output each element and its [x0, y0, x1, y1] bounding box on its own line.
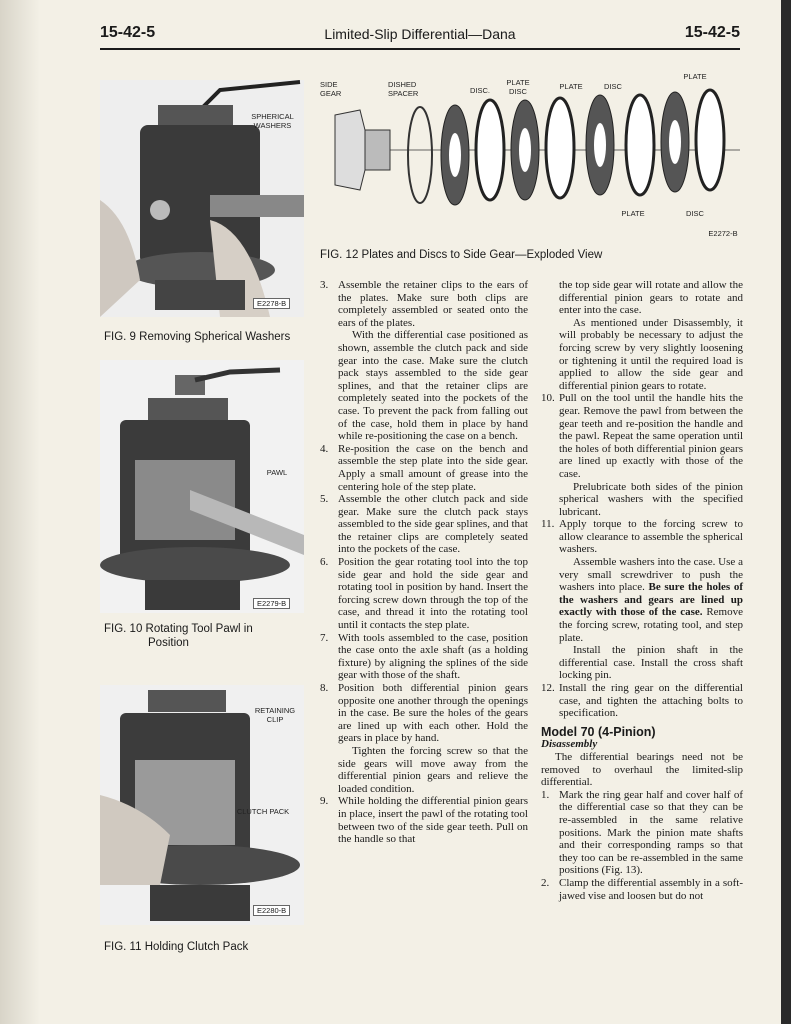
fig12-label-plate-1: PLATE [559, 82, 583, 91]
step-11-para-2: Assemble washers into the case. Use a very small screwdriver to push the washers into place. Be sure the holes of the washers and gears are lined up exactly with those of the case. Remove the forcing screw, rotating tool, and step plate. [559, 556, 743, 644]
fig12-label-disc-1: DISC. [469, 86, 490, 95]
fig12-label-dished-spacer: DISHED SPACER [388, 80, 419, 98]
fig12-code: E2272-B [708, 229, 738, 238]
step-9-para-2: As mentioned under Disassembly, it will probably be necessary to adjust the forcing screw by very slightly loosening or tightening it until the required load is applied to allow the side gear and differential pinion gears to rotate. [559, 316, 743, 392]
page-number-left: 15-42-5 [100, 24, 156, 41]
fig10-caption-line1: FIG. 10 Rotating Tool Pawl in [104, 623, 253, 635]
fig10-label-pawl: PAWL [266, 468, 288, 477]
disassembly-step-1: 1. Mark the ring gear half and cover half of the differential case so that they can be re-assembled in the same relative positions. Mark the pinion mate shafts and their corresponding ramps so that they too can be re-assembled in the same positions (Fig. 13). [541, 788, 743, 877]
fig12-label-disc-3: DISC [686, 209, 704, 218]
fig10-caption [104, 622, 253, 650]
step-10: 10. Pull on the tool until the handle hits the gear. Remove the pawl from between the gear teeth and re-position the handle and the pawl. Repeat the same operation until the holes of both differential pinion gears are lined up exactly with those of the case. [541, 392, 743, 480]
step-3-para-2: With the differential case positioned as shown, assemble the clutch pack and side gear into the case. Make sure the clutch pack stays assembled to the side gear splines, and that the retainer clips are completely seated into the pockets of the case. To prevent the pack from falling out of the case, hold them in place by hand while re-positioning the case on a bench. [338, 329, 528, 443]
step-10-para-2: Prelubricate both sides of the pinion spherical washers with the specified lubricant. [559, 480, 743, 518]
fig10-caption-line2: Position [148, 637, 189, 649]
step-6: 6. Position the gear rotating tool into the top side gear and hold the side gear and rotating tool in position by hand. Insert the forcing screw down through the top of the case, and thread it into the rotating tool until it contacts the step plate. [320, 556, 528, 632]
step-8: 8. Position both differential pinion gears opposite one another through the openings in the case. Be sure the holes of the gears are lined up with each other. Hold the gears in place by hand. [320, 682, 528, 745]
fig12-label-plate-3: PLATE [621, 209, 645, 218]
step-9-continued: the top side gear will rotate and allow the differential pinion gears to rotate and enter into the case. [559, 279, 743, 317]
fig9-label-spherical-washers: SPHERICAL WASHERS [251, 112, 294, 130]
fig11-label-clutch-pack: CLUTCH PACK [236, 807, 290, 816]
fig12-caption: FIG. 12 Plates and Discs to Side Gear—Exploded View [320, 249, 603, 261]
fig11-label-retaining-clip: RETAINING CLIP [254, 706, 296, 724]
fig9-caption: FIG. 9 Removing Spherical Washers [104, 331, 291, 343]
fig12-label-plate-disc: PLATE DISC [506, 78, 530, 96]
side-gear-shape [335, 110, 390, 190]
disassembly-intro: The differential bearings need not be removed to overhaul the limited-slip differential. [541, 750, 743, 789]
fig10-illustration [100, 360, 304, 613]
step-12: 12. Install the ring gear on the differential case, and tighten the attaching bolts to specification. [541, 682, 743, 720]
step-11-para-3: Install the pinion shaft in the differential case. Install the cross shaft locking pin. [559, 644, 743, 682]
fig11-code: E2280-B [253, 905, 290, 916]
fig9-code: E2278-B [253, 298, 290, 309]
page-edge [781, 0, 791, 1024]
page-header [100, 22, 740, 50]
text-column-2 [541, 279, 743, 902]
step-9: 9. While holding the differential pinion gears in place, insert the pawl of the rotating tool between two of the side gear teeth. Pull on the handle so that [320, 795, 528, 846]
subsection-heading-disassembly: Disassembly [541, 738, 598, 751]
fig10-code: E2279-B [253, 598, 290, 609]
page-number-right: 15-42-5 [684, 24, 740, 41]
step-5: 5. Assemble the other clutch pack and side gear. Make sure the clutch pack stays assembled to the side gear splines, and that the retainer clips are completely seated into the pockets of the case. [320, 493, 528, 556]
step-11: 11. Apply torque to the forcing screw to allow clearance to assemble the spherical washers. [541, 518, 743, 556]
fig12-label-plate-2: PLATE [683, 72, 707, 81]
fig12-label-disc-2: DISC [604, 82, 622, 91]
step-7: 7. With tools assembled to the case, position the case onto the axle shaft (as a holding fixture) by aligning the splines of the side gear with those of the shaft. [320, 631, 528, 682]
disassembly-step-2: 2. Clamp the differential assembly in a soft-jawed vise and loosen but do not [541, 876, 743, 902]
step-8-para-2: Tighten the forcing screw so that the side gears will move away from the differential pinion gears and relieve the loaded condition. [338, 744, 528, 795]
fig12-label-side-gear: SIDE GEAR [320, 80, 342, 98]
page-title: Limited-Slip Differential—Dana [324, 26, 516, 42]
fig10-photo [100, 360, 304, 613]
section-heading-model-70: Model 70 (4-Pinion) [541, 724, 656, 739]
step-4: 4. Re-position the case on the bench and assemble the step plate into the side gear. Apply a small amount of grease into the centering hole of the step plate. [320, 442, 528, 493]
step-3: 3. Assemble the retainer clips to the ears of the plates. Make sure both clips are completely assembled or seated onto the ears of the plates. [320, 279, 528, 329]
warning-text: Be sure the holes of the washers and gears are lined up exactly with those of the case. [559, 581, 743, 619]
page-binding-shadow [0, 0, 40, 1024]
fig11-caption: FIG. 11 Holding Clutch Pack [104, 941, 249, 953]
text-column-1 [320, 279, 528, 846]
